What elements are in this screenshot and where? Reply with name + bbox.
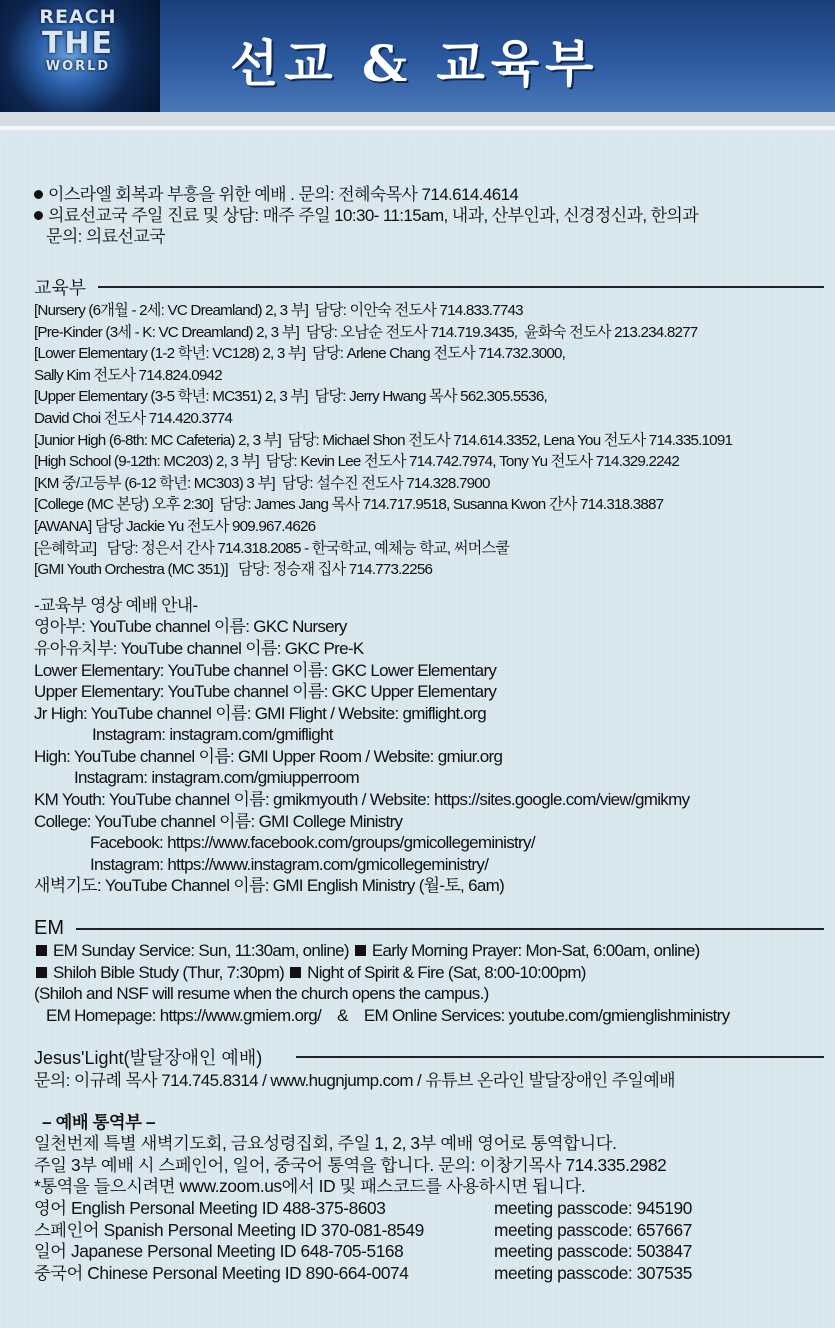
- bullet-icon: [34, 190, 43, 199]
- video-title: -교육부 영상 예배 안내-: [34, 595, 198, 615]
- translation-note: 주일 3부 예배 시 스페인어, 일어, 중국어 통역을 합니다. 문의: 이창기목사 714.335.2982: [34, 1154, 667, 1175]
- em-note: (Shiloh and NSF will resume when the church opens the campus.): [34, 984, 489, 1004]
- video-item: Instagram: instagram.com/gmiflight: [92, 725, 333, 745]
- mission-section: [34, 184, 824, 247]
- jesus-light-heading: [34, 1044, 824, 1070]
- heading-rule: [98, 286, 824, 288]
- meeting-id-table: [34, 1198, 824, 1284]
- education-item: [GMI Youth Orchestra (MC 351)] 담당: 정승재 집사 714.773.2256: [34, 561, 433, 579]
- mission-line: 의료선교국 주일 진료 및 상담: 매주 주일 10:30- 11:15am, 내과, 산부인과, 신경정신과, 한의과: [48, 206, 699, 225]
- education-item: Sally Kim 전도사 714.824.0942: [34, 366, 222, 384]
- square-bullet-icon: [36, 967, 47, 978]
- video-item: Facebook: https://www.facebook.com/groups/gmicollegeministry/: [90, 833, 535, 853]
- video-item: 영아부: YouTube channel 이름: GKC Nursery: [34, 617, 347, 637]
- em-heading-text: EM: [34, 917, 64, 940]
- video-item: Jr High: YouTube channel 이름: GMI Flight / Website: gmiflight.org: [34, 703, 486, 723]
- video-item: High: YouTube channel 이름: GMI Upper Room / Website: gmiur.org: [34, 746, 503, 766]
- education-item: David Choi 전도사 714.420.3774: [34, 409, 233, 427]
- video-item: Instagram: instagram.com/gmiupperroom: [74, 768, 359, 788]
- meeting-id: 중국어 Chinese Personal Meeting ID 890-664-0074: [34, 1262, 409, 1283]
- page-header: [0, 0, 835, 112]
- education-item: [Junior High (6-8th: MC Cafeteria) 2, 3 부] 담당: Michael Shon 전도사 714.614.3352, Lena You 전도사 714.335.1091: [34, 431, 733, 449]
- mission-line: 문의: 의료선교국: [46, 227, 166, 246]
- content: [34, 184, 824, 1284]
- meeting-row: [34, 1241, 824, 1263]
- logo-line1: REACH: [39, 6, 117, 28]
- em-heading: [34, 917, 824, 940]
- reach-the-world-logo: [0, 0, 160, 112]
- meeting-passcode: meeting passcode: 503847: [494, 1241, 692, 1262]
- jesus-light-line: 문의: 이규례 목사 714.745.8314 / www.hugnjump.com / 유튜브 온라인 발달장애인 주일예배: [34, 1071, 675, 1091]
- logo-line3: WORLD: [45, 59, 111, 74]
- meeting-id: 일어 Japanese Personal Meeting ID 648-705-5168: [34, 1241, 404, 1262]
- translation-notes: [34, 1133, 824, 1198]
- em-item: Early Morning Prayer: Mon-Sat, 6:00am, online): [371, 941, 700, 961]
- bullet-icon: [34, 211, 43, 220]
- meeting-id: 스페인어 Spanish Personal Meeting ID 370-081-8549: [34, 1219, 424, 1240]
- education-list: [34, 300, 824, 581]
- translation-note: *통역을 들으시려면 www.zoom.us에서 ID 및 패스코드를 사용하시면 됩니다.: [34, 1176, 586, 1197]
- heading-rule: [296, 1056, 824, 1058]
- education-item: [은혜학교] 담당: 정은서 간사 714.318.2085 - 한국학교, 예체능 학교, 써머스쿨: [34, 539, 510, 557]
- education-item: [Pre-Kinder (3세 - K: VC Dreamland) 2, 3 부] 담당: 오남순 전도사 714.719.3435, 윤화숙 전도사 213.234.8277: [34, 323, 698, 341]
- jesus-light-heading-text: Jesus'Light(발달장애인 예배): [34, 1048, 263, 1069]
- page-title: 선교 & 교육부: [230, 34, 600, 93]
- mission-line: 이스라엘 회복과 부흥을 위한 예배 . 문의: 전혜숙목사 714.614.4614: [48, 185, 519, 204]
- meeting-passcode: meeting passcode: 945190: [494, 1197, 692, 1218]
- heading-rule: [76, 928, 824, 930]
- meeting-row: [34, 1220, 824, 1242]
- square-bullet-icon: [36, 945, 47, 956]
- education-heading-text: 교육부: [34, 278, 87, 298]
- header-divider-light: [0, 126, 835, 130]
- meeting-passcode: meeting passcode: 307535: [494, 1262, 692, 1283]
- education-item: [Lower Elementary (1-2 학년: VC128) 2, 3 부] 담당: Arlene Chang 전도사 714.732.3000,: [34, 345, 566, 363]
- video-list: [34, 616, 824, 897]
- meeting-row: [34, 1198, 824, 1220]
- header-divider: [0, 112, 835, 126]
- video-item: Upper Elementary: YouTube channel 이름: GKC Upper Elementary: [34, 682, 497, 702]
- jesus-light-section: [34, 1044, 824, 1092]
- video-item: 유아유치부: YouTube channel 이름: GKC Pre-K: [34, 638, 364, 658]
- logo-line2: THE: [41, 26, 115, 61]
- education-heading: [34, 274, 824, 300]
- video-item: 새벽기도: YouTube Channel 이름: GMI English Ministry (월-토, 6am): [34, 876, 505, 896]
- translation-title: – 예배 통역부 –: [42, 1111, 156, 1132]
- translation-section: [34, 1112, 824, 1285]
- education-item: [High School (9-12th: MC203) 2, 3 부] 담당: Kevin Lee 전도사 714.742.7974, Tony Yu 전도사 714.329.2242: [34, 453, 680, 471]
- em-item: Night of Spirit & Fire (Sat, 8:00-10:00pm): [307, 962, 586, 982]
- meeting-passcode: meeting passcode: 657667: [494, 1219, 692, 1240]
- video-item: College: YouTube channel 이름: GMI College Ministry: [34, 811, 403, 831]
- video-item: Instagram: https://www.instagram.com/gmicollegeministry/: [90, 854, 489, 874]
- video-section: [34, 595, 824, 897]
- video-item: Lower Elementary: YouTube channel 이름: GKC Lower Elementary: [34, 660, 497, 680]
- meeting-id: 영어 English Personal Meeting ID 488-375-8603: [34, 1197, 386, 1218]
- meeting-row: [34, 1263, 824, 1285]
- translation-note: 일천번제 특별 새벽기도회, 금요성령집회, 주일 1, 2, 3부 예배 영어로 통역합니다.: [34, 1133, 617, 1154]
- em-section: [34, 917, 824, 1026]
- video-item: KM Youth: YouTube channel 이름: gmikmyouth / Website: https://sites.google.com/view/gmikmy: [34, 790, 690, 810]
- em-homepage: EM Homepage: https://www.gmiem.org/ & EM Online Services: youtube.com/gmienglishministry: [46, 1005, 730, 1025]
- education-item: [College (MC 본당) 오후 2:30] 담당: James Jang 목사 714.717.9518, Susanna Kwon 간사 714.318.3887: [34, 496, 664, 514]
- education-item: [AWANA] 담당 Jackie Yu 전도사 909.967.4626: [34, 517, 316, 535]
- education-item: [Nursery (6개월 - 2세: VC Dreamland) 2, 3 부] 담당: 이안숙 전도사 714.833.7743: [34, 302, 523, 319]
- em-item: Shiloh Bible Study (Thur, 7:30pm): [53, 962, 285, 982]
- square-bullet-icon: [290, 967, 301, 978]
- education-item: [Upper Elementary (3-5 학년: MC351) 2, 3 부] 담당: Jerry Hwang 목사 562.305.5536,: [34, 388, 547, 406]
- education-item: [KM 중/고등부 (6-12 학년: MC303) 3 부] 담당: 설수진 전도사 714.328.7900: [34, 474, 490, 492]
- education-section: [34, 274, 824, 581]
- em-item: EM Sunday Service: Sun, 11:30am, online): [53, 941, 349, 961]
- square-bullet-icon: [355, 945, 366, 956]
